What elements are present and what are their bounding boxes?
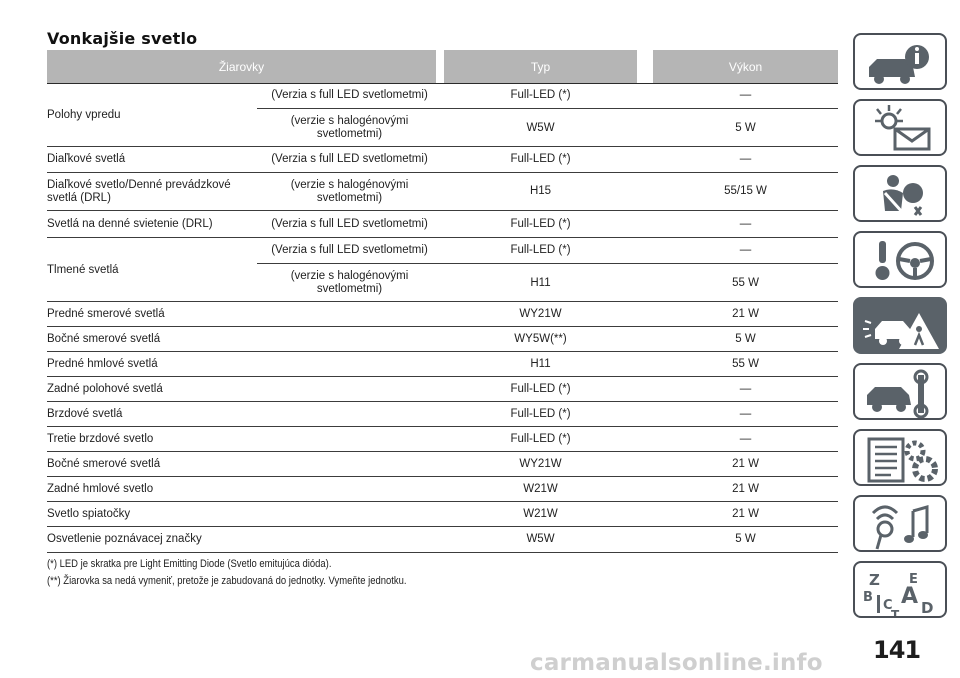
row-name: Tretie brzdové svetlo bbox=[47, 432, 154, 445]
bulb-table bbox=[47, 50, 838, 553]
row-name: Polohy vpredu bbox=[47, 109, 121, 121]
row-name: Zadné polohové svetlá bbox=[47, 382, 163, 395]
tab-technical-data[interactable] bbox=[853, 429, 947, 486]
header-bulbs: Žiarovky bbox=[47, 50, 436, 83]
seatbelt-airbag-icon bbox=[855, 167, 947, 222]
row-name: Brzdové svetlá bbox=[47, 407, 123, 420]
row-power: 21 W bbox=[732, 457, 759, 470]
row-type: Full-LED (*) bbox=[510, 217, 571, 230]
tab-multimedia[interactable] bbox=[853, 495, 947, 552]
table-row bbox=[47, 477, 838, 502]
page-number: 141 bbox=[873, 636, 921, 664]
row-version: (Verzia s full LED svetlometmi) bbox=[271, 153, 428, 165]
row-power: — bbox=[739, 407, 752, 420]
tab-maintenance[interactable] bbox=[853, 363, 947, 420]
table-row bbox=[47, 327, 838, 352]
row-name: Diaľkové svetlá bbox=[47, 153, 126, 165]
row-name: Diaľkové svetlo/Denné prevádzkové svetlá (DRL) bbox=[47, 178, 231, 204]
row-type: W5W bbox=[526, 121, 555, 134]
row-name: Bočné smerové svetlá bbox=[47, 332, 161, 345]
row-name: Svetlá na denné svietenie (DRL) bbox=[47, 217, 213, 230]
row-version: (verzie s halogénovými svetlometmi) bbox=[290, 270, 409, 295]
svg-text:A: A bbox=[901, 584, 919, 609]
row-type: W21W bbox=[523, 507, 558, 520]
tab-starting-driving[interactable] bbox=[853, 231, 947, 288]
row-power: — bbox=[739, 153, 752, 165]
row-power: 21 W bbox=[732, 482, 759, 495]
row-type: WY21W bbox=[519, 307, 562, 320]
technical-data-icon bbox=[855, 431, 947, 486]
row-version: (Verzia s full LED svetlometmi) bbox=[271, 89, 428, 101]
row-power: 55 W bbox=[732, 357, 759, 370]
row-version: (verzie s halogénovými svetlometmi) bbox=[290, 178, 409, 204]
tab-car-info[interactable] bbox=[853, 33, 947, 90]
table-row bbox=[47, 211, 838, 238]
row-type: Full-LED (*) bbox=[510, 432, 571, 445]
row-power: — bbox=[739, 89, 752, 101]
row-type: WY5W(**) bbox=[514, 332, 567, 345]
table-row bbox=[47, 427, 838, 452]
row-version: (Verzia s full LED svetlometmi) bbox=[271, 217, 428, 230]
table-row bbox=[47, 302, 838, 327]
row-power: 5 W bbox=[735, 121, 756, 134]
table-header bbox=[47, 50, 838, 83]
row-power: 55 W bbox=[732, 276, 759, 289]
row-name: Predné hmlové svetlá bbox=[47, 357, 158, 370]
footnote-led: (*) LED je skratka pre Light Emitting Diode (Svetlo emitujúca dióda). bbox=[47, 558, 332, 570]
footnotes bbox=[47, 556, 407, 590]
row-type: Full-LED (*) bbox=[510, 244, 571, 256]
row-power: — bbox=[739, 432, 752, 445]
car-maintenance-icon bbox=[855, 365, 947, 420]
row-name: Tlmené svetlá bbox=[47, 264, 119, 276]
tab-index[interactable] bbox=[853, 561, 947, 618]
row-power: — bbox=[739, 244, 752, 256]
row-power: — bbox=[739, 382, 752, 395]
multimedia-icon bbox=[855, 497, 947, 552]
row-power: 55/15 W bbox=[724, 185, 767, 197]
tab-warning-lights[interactable] bbox=[853, 99, 947, 156]
table-row bbox=[47, 452, 838, 477]
table-row bbox=[47, 527, 838, 553]
index-icon bbox=[855, 563, 947, 618]
table-row bbox=[47, 173, 838, 211]
row-name: Bočné smerové svetlá bbox=[47, 457, 161, 470]
row-type: Full-LED (*) bbox=[510, 382, 571, 395]
table-row bbox=[47, 238, 838, 302]
row-type: Full-LED (*) bbox=[510, 89, 571, 101]
row-type: W21W bbox=[523, 482, 558, 495]
row-type: WY21W bbox=[519, 457, 562, 470]
chapter-sidebar bbox=[853, 33, 947, 627]
table-row bbox=[47, 83, 838, 147]
key-steering-wheel-icon bbox=[855, 233, 947, 288]
svg-text:C: C bbox=[883, 598, 893, 613]
header-type: Typ bbox=[444, 50, 637, 83]
row-type: Full-LED (*) bbox=[510, 407, 571, 420]
page-title: Vonkajšie svetlo bbox=[47, 29, 198, 48]
footnote-unit: (**) Žiarovka sa nedá vymeniť, pretože je zabudovaná do jednotky. Vymeňte jednotku. bbox=[47, 575, 407, 587]
svg-text:Z: Z bbox=[869, 571, 880, 589]
table-row bbox=[47, 377, 838, 402]
row-version: (Verzia s full LED svetlometmi) bbox=[271, 244, 428, 256]
svg-text:B: B bbox=[863, 590, 873, 605]
row-type: W5W bbox=[526, 533, 555, 545]
row-power: 21 W bbox=[732, 307, 759, 320]
row-type: H11 bbox=[530, 357, 551, 370]
tab-safety[interactable] bbox=[853, 165, 947, 222]
watermark: carmanualsonline.info bbox=[530, 650, 823, 676]
header-power: Výkon bbox=[653, 50, 838, 83]
row-power: 21 W bbox=[732, 507, 759, 520]
row-power: 5 W bbox=[735, 332, 756, 345]
svg-text:T: T bbox=[891, 608, 900, 620]
warning-lights-icon bbox=[855, 101, 947, 156]
row-name: Zadné hmlové svetlo bbox=[47, 482, 154, 495]
row-version: (verzie s halogénovými svetlometmi) bbox=[290, 115, 409, 140]
row-power: — bbox=[739, 217, 752, 230]
row-name: Predné smerové svetlá bbox=[47, 307, 165, 320]
table-row bbox=[47, 352, 838, 377]
car-info-icon bbox=[855, 35, 947, 90]
row-type: H11 bbox=[530, 276, 551, 289]
svg-text:D: D bbox=[921, 599, 934, 617]
car-emergency-icon bbox=[855, 299, 947, 354]
table-row bbox=[47, 147, 838, 173]
row-power: 5 W bbox=[735, 533, 756, 545]
row-name: Osvetlenie poznávacej značky bbox=[47, 533, 202, 545]
row-name: Svetlo spiatočky bbox=[47, 507, 131, 520]
table-row bbox=[47, 402, 838, 427]
tab-emergency[interactable] bbox=[853, 297, 947, 354]
svg-text:E: E bbox=[909, 572, 918, 587]
table-row bbox=[47, 502, 838, 527]
row-type: Full-LED (*) bbox=[510, 153, 571, 165]
row-type: H15 bbox=[529, 185, 552, 197]
